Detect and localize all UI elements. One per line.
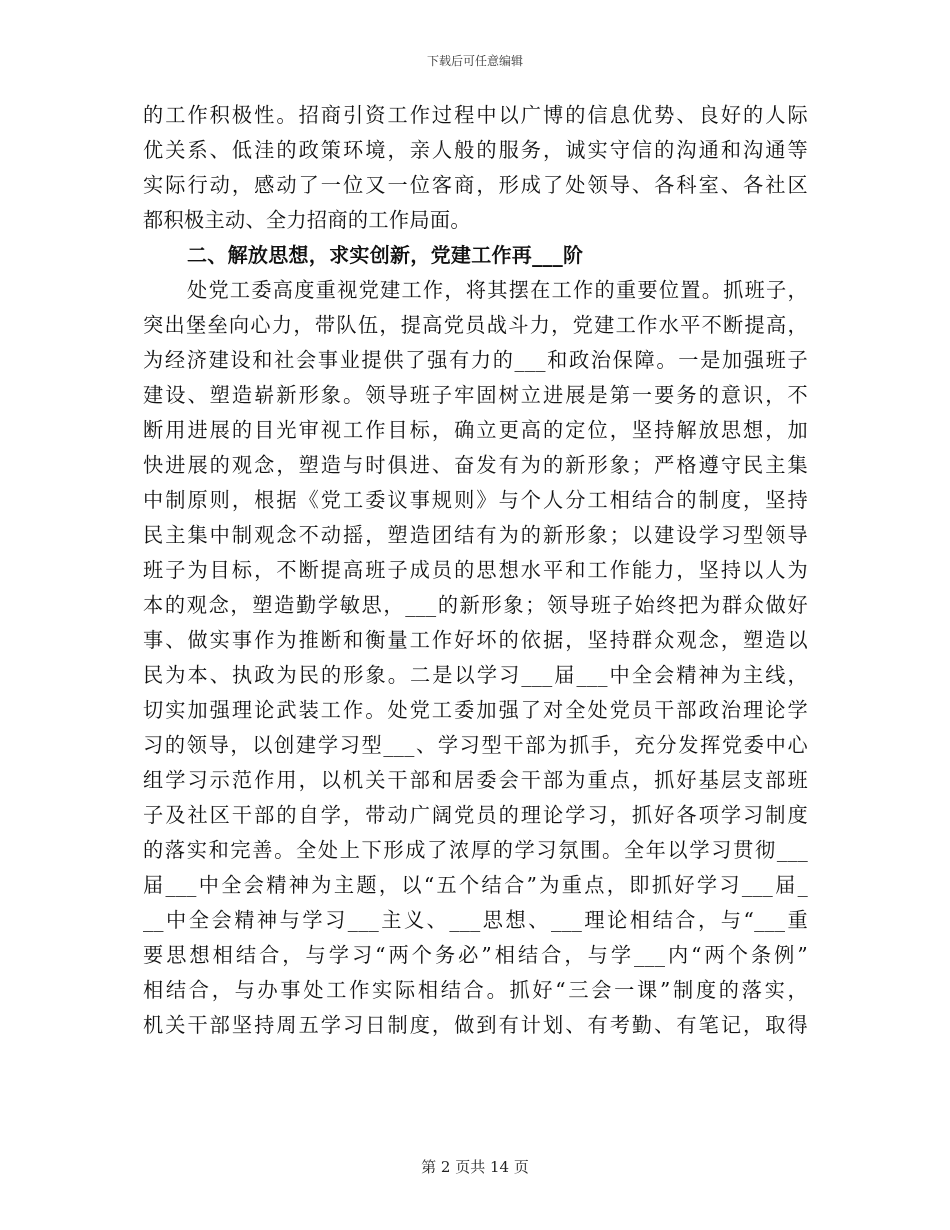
text-line: 届___中全会精神为主题，以“五个结合”为重点，即抓好学习___届_ bbox=[143, 873, 808, 897]
text-line: 事、做实事作为推断和衡量工作好坏的依据，坚持群众观念，塑造以 bbox=[143, 628, 808, 652]
text-line: 实际行动，感动了一位又一位客商，形成了处领导、各科室、各社区 bbox=[143, 173, 808, 197]
text-line: 相结合，与办事处工作实际相结合。抓好“三会一课”制度的落实， bbox=[143, 978, 808, 1002]
text-line: 突出堡垒向心力，带队伍，提高党员战斗力，党建工作水平不断提高， bbox=[143, 313, 808, 337]
text-line: 建设、塑造崭新形象。领导班子牢固树立进展是第一要务的意识，不 bbox=[143, 383, 808, 407]
text-line: 本的观念，塑造勤学敏思，___的新形象；领导班子始终把为群众做好 bbox=[143, 593, 808, 617]
section-heading: 二、解放思想，求实创新，党建工作再___阶 bbox=[187, 243, 584, 267]
text-line: 切实加强理论武装工作。处党工委加强了对全处党员干部政治理论学 bbox=[143, 698, 808, 722]
text-line: 处党工委高度重视党建工作，将其摆在工作的重要位置。抓班子， bbox=[187, 278, 808, 302]
document-body bbox=[143, 98, 808, 1043]
text-line: 的工作积极性。招商引资工作过程中以广博的信息优势、良好的人际 bbox=[143, 103, 808, 127]
text-line: 组学习示范作用，以机关干部和居委会干部为重点，抓好基层支部班 bbox=[143, 768, 808, 792]
text-line: 快进展的观念，塑造与时俱进、奋发有为的新形象；严格遵守民主集 bbox=[143, 453, 808, 477]
text-line: __中全会精神与学习___主义、___思想、___理论相结合，与“___重 bbox=[143, 908, 808, 932]
text-line: 民为本、执政为民的形象。二是以学习___届___中全会精神为主线， bbox=[143, 663, 808, 687]
text-line: 中制原则，根据《党工委议事规则》与个人分工相结合的制度，坚持 bbox=[143, 488, 808, 512]
text-line: 为经济建设和社会事业提供了强有力的___和政治保障。一是加强班子 bbox=[143, 348, 808, 372]
text-line: 机关干部坚持周五学习日制度，做到有计划、有考勤、有笔记，取得 bbox=[143, 1013, 808, 1037]
text-line: 的落实和完善。全处上下形成了浓厚的学习氛围。全年以学习贯彻___ bbox=[143, 838, 808, 862]
text-line: 要思想相结合，与学习“两个务必”相结合，与学___内“两个条例” bbox=[143, 943, 808, 967]
text-line: 班子为目标，不断提高班子成员的思想水平和工作能力，坚持以人为 bbox=[143, 558, 808, 582]
text-line: 子及社区干部的自学，带动广阔党员的理论学习，抓好各项学习制度 bbox=[143, 803, 808, 827]
page-header: 下载后可任意编辑 bbox=[426, 54, 523, 68]
text-line: 民主集中制观念不动摇，塑造团结有为的新形象；以建设学习型领导 bbox=[143, 523, 808, 547]
text-line: 习的领导，以创建学习型___、学习型干部为抓手，充分发挥党委中心 bbox=[143, 733, 808, 757]
page-footer: 第 2 页共 14 页 bbox=[421, 1158, 529, 1176]
text-line: 断用进展的目光审视工作目标，确立更高的定位，坚持解放思想，加 bbox=[143, 418, 808, 442]
text-line: 都积极主动、全力招商的工作局面。 bbox=[143, 208, 471, 232]
text-line: 优关系、低洼的政策环境，亲人般的服务，诚实守信的沟通和沟通等 bbox=[143, 138, 808, 162]
